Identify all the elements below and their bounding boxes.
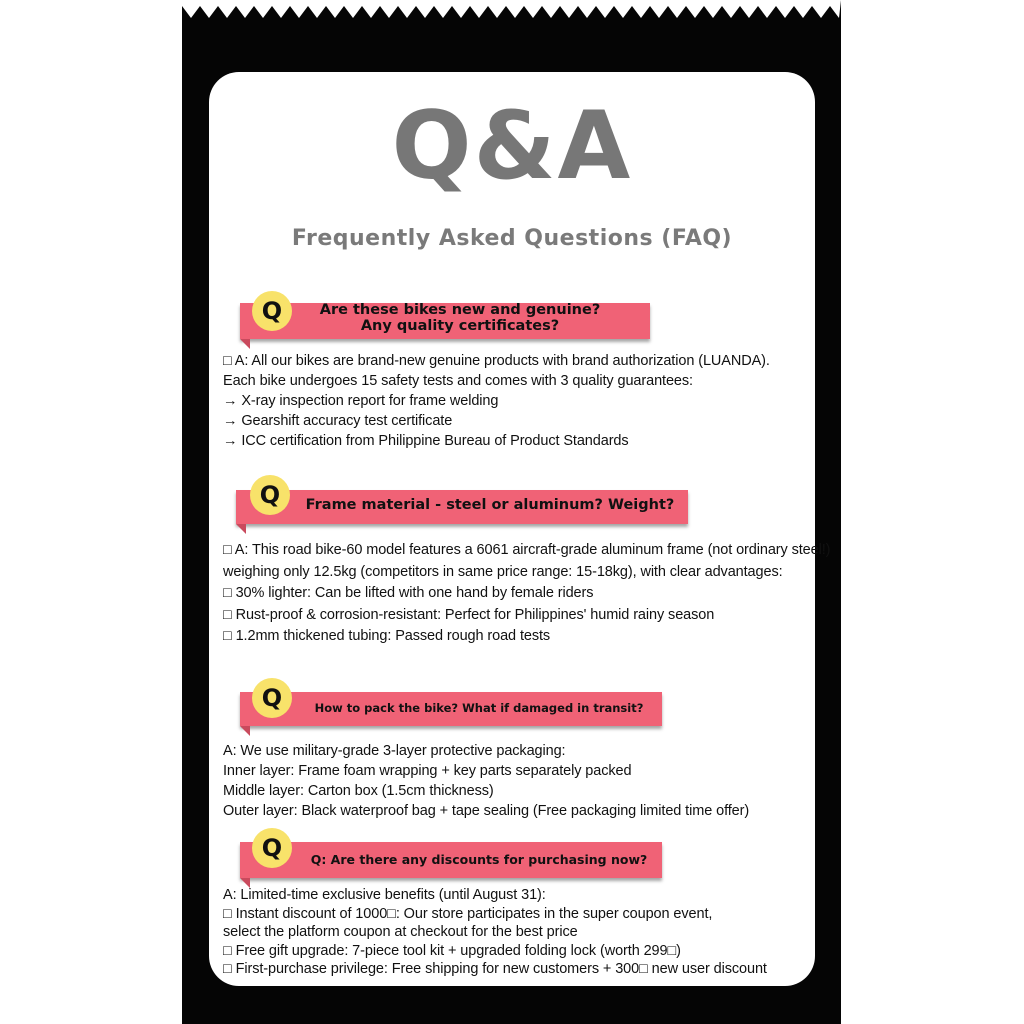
question-text: Q: Are there any discounts for purchasing now?	[310, 852, 648, 867]
banner-fold	[240, 726, 250, 736]
zigzag-edge	[182, 0, 841, 22]
question-text: Are these bikes new and genuine? Any quality certificates?	[319, 302, 601, 334]
q-badge: Q	[252, 678, 292, 718]
q-badge: Q	[250, 475, 290, 515]
answer-text: □ A: All our bikes are brand-new genuine products with brand authorization (LUANDA). Each bike undergoes 15 safety tests and comes with 3 quality guarantees: → X-ray inspection report for frame welding → Gearshift accuracy test certificate → ICC certification from Philippine Bureau of Product Standards	[223, 353, 770, 449]
answer-text: □ A: This road bike-60 model features a 6061 aircraft-grade aluminum frame (not ordinary steel!) weighing only 12.5kg (competitors in same price range: 15-18kg), with clear advantages: □ 30% lighter: Can be lifted with one hand by female riders □ Rust-proof & corrosion-resistant: Perfect for Philippines' humid rainy season □ 1.2mm thickened tubing: Passed rough road tests	[223, 542, 831, 644]
q-badge: Q	[252, 828, 292, 868]
question-text: How to pack the bike? What if damaged in transit?	[314, 701, 644, 715]
banner-fold	[236, 524, 246, 534]
question-text: Frame material - steel or aluminum? Weight?	[305, 497, 675, 513]
page-title: Q&A	[391, 92, 633, 201]
q-badge: Q	[252, 291, 292, 331]
answer-text: A: Limited-time exclusive benefits (until August 31): □ Instant discount of 1000□: Our store participates in the super coupon event, select the platform coupon at checkout for the best price □ Free gift upgrade: 7-piece tool kit + upgraded folding lock (worth 299□) □ First-purchase privilege: Free shipping for new customers + 300□ new user discount	[223, 887, 767, 977]
page-subtitle: Frequently Asked Questions (FAQ)	[291, 226, 733, 251]
answer-text: A: We use military-grade 3-layer protective packaging: Inner layer: Frame foam wrapping + key parts separately packed Middle layer: Carton box (1.5cm thickness) Outer layer: Black waterproof bag + tape sealing (Free packaging limited time offer)	[223, 743, 750, 819]
banner-fold	[240, 339, 250, 349]
